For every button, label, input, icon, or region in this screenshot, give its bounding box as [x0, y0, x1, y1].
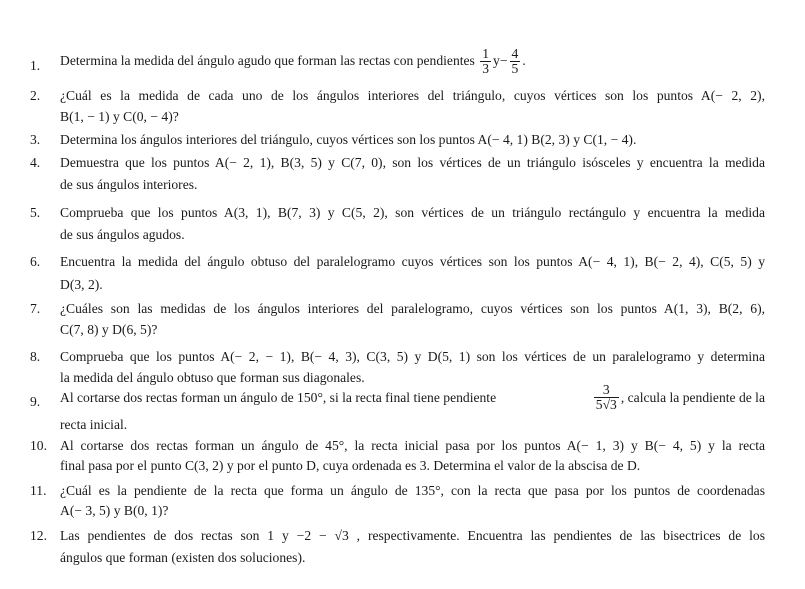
- denominator: 5: [511, 61, 519, 77]
- item-number: 10.: [30, 438, 47, 453]
- exercise-1: [60, 47, 526, 77]
- exercise-2-line-1: ¿Cuál es la medida de cada uno de los ángulos interiores del triángulo, cuyos vértices son los puntos A(− 2, 2),: [60, 88, 765, 103]
- item-number: 9.: [30, 394, 41, 409]
- conjunction: y−: [493, 52, 508, 68]
- exercise-7-line-2: C(7, 8) y D(6, 5)?: [60, 322, 158, 337]
- item-number: 1.: [30, 58, 41, 73]
- exercise-6-line-1: Encuentra la medida del ángulo obtuso del paralelogramo cuyos vértices son los puntos A(− 4, 1), B(− 2, 4), C(5, 5) y: [60, 254, 765, 269]
- exercise-12-line-2: ángulos que forman (existen dos soluciones).: [60, 550, 306, 565]
- item-number: 12.: [30, 528, 47, 543]
- numerator: 3: [594, 383, 619, 398]
- exercise-text: , calcula la pendiente de la: [620, 389, 765, 405]
- exercise-5-line-2: de sus ángulos agudos.: [60, 227, 185, 242]
- exercise-9-line-1: [60, 383, 765, 413]
- exercise-10-line-2: final pasa por el punto C(3, 2) y por el punto D, cuya ordenada es 3. Determina el valor de la abscisa de D.: [60, 458, 641, 473]
- exercise-4-line-1: Demuestra que los puntos A(− 2, 1), B(3, 5) y C(7, 0), son los vértices de un triángulo isósceles y encuentra la medida: [60, 155, 765, 170]
- exercise-10-line-1: Al cortarse dos rectas forman un ángulo de 45°, la recta inicial pasa por los puntos A(− 1, 3) y B(− 4, 5) y la recta: [60, 438, 765, 453]
- exercise-12-line-1: Las pendientes de dos rectas son 1 y −2 − √3 , respectivamente. Encuentra las pendientes de las bisectrices de los: [60, 528, 765, 543]
- fraction: [510, 47, 521, 77]
- item-number: 8.: [30, 349, 41, 364]
- item-number: 7.: [30, 301, 41, 316]
- item-number: 4.: [30, 155, 41, 170]
- exercise-8-line-2: la medida del ángulo obtuso que forman sus diagonales.: [60, 370, 365, 385]
- exercise-8-line-1: Comprueba que los puntos A(− 2, − 1), B(− 4, 3), C(3, 5) y D(5, 1) son los vértices de un paralelogramo y determina: [60, 349, 765, 364]
- numerator: 4: [511, 46, 519, 61]
- period: .: [522, 52, 526, 68]
- exercise-11-line-2: A(− 3, 5) y B(0, 1)?: [60, 503, 169, 518]
- exercise-text: Determina la medida del ángulo agudo que forman las rectas con pendientes: [60, 52, 475, 68]
- denominator: 5√3: [595, 397, 617, 413]
- item-number: 2.: [30, 88, 41, 103]
- exercise-5-line-1: Comprueba que los puntos A(3, 1), B(7, 3) y C(5, 2), son vértices de un triángulo rectángulo y encuentra la medida: [60, 205, 765, 220]
- item-number: 3.: [30, 132, 41, 147]
- fraction: [594, 383, 619, 413]
- exercise-7-line-1: ¿Cuáles son las medidas de los ángulos interiores del paralelogramo, cuyos vértices son los puntos A(1, 3), B(2, 6),: [60, 301, 765, 316]
- numerator: 1: [482, 46, 490, 61]
- exercise-2-line-2: B(1, − 1) y C(0, − 4)?: [60, 109, 179, 124]
- exercise-3-line-1: Determina los ángulos interiores del triángulo, cuyos vértices son los puntos A(− 4, 1) B(2, 3) y C(1, − 4).: [60, 132, 637, 147]
- exercise-9-line-2: recta inicial.: [60, 417, 128, 432]
- item-number: 11.: [30, 483, 47, 498]
- exercise-11-line-1: ¿Cuál es la pendiente de la recta que forma un ángulo de 135°, con la recta que pasa por los puntos de coordenadas: [60, 483, 765, 498]
- exercise-text: Al cortarse dos rectas forman un ángulo de 150°, si la recta final tiene pendiente: [60, 389, 497, 405]
- denominator: 3: [482, 61, 490, 77]
- exercise-4-line-2: de sus ángulos interiores.: [60, 177, 198, 192]
- fraction: [480, 47, 491, 77]
- exercise-6-line-2: D(3, 2).: [60, 277, 103, 292]
- item-number: 6.: [30, 254, 41, 269]
- item-number: 5.: [30, 205, 41, 220]
